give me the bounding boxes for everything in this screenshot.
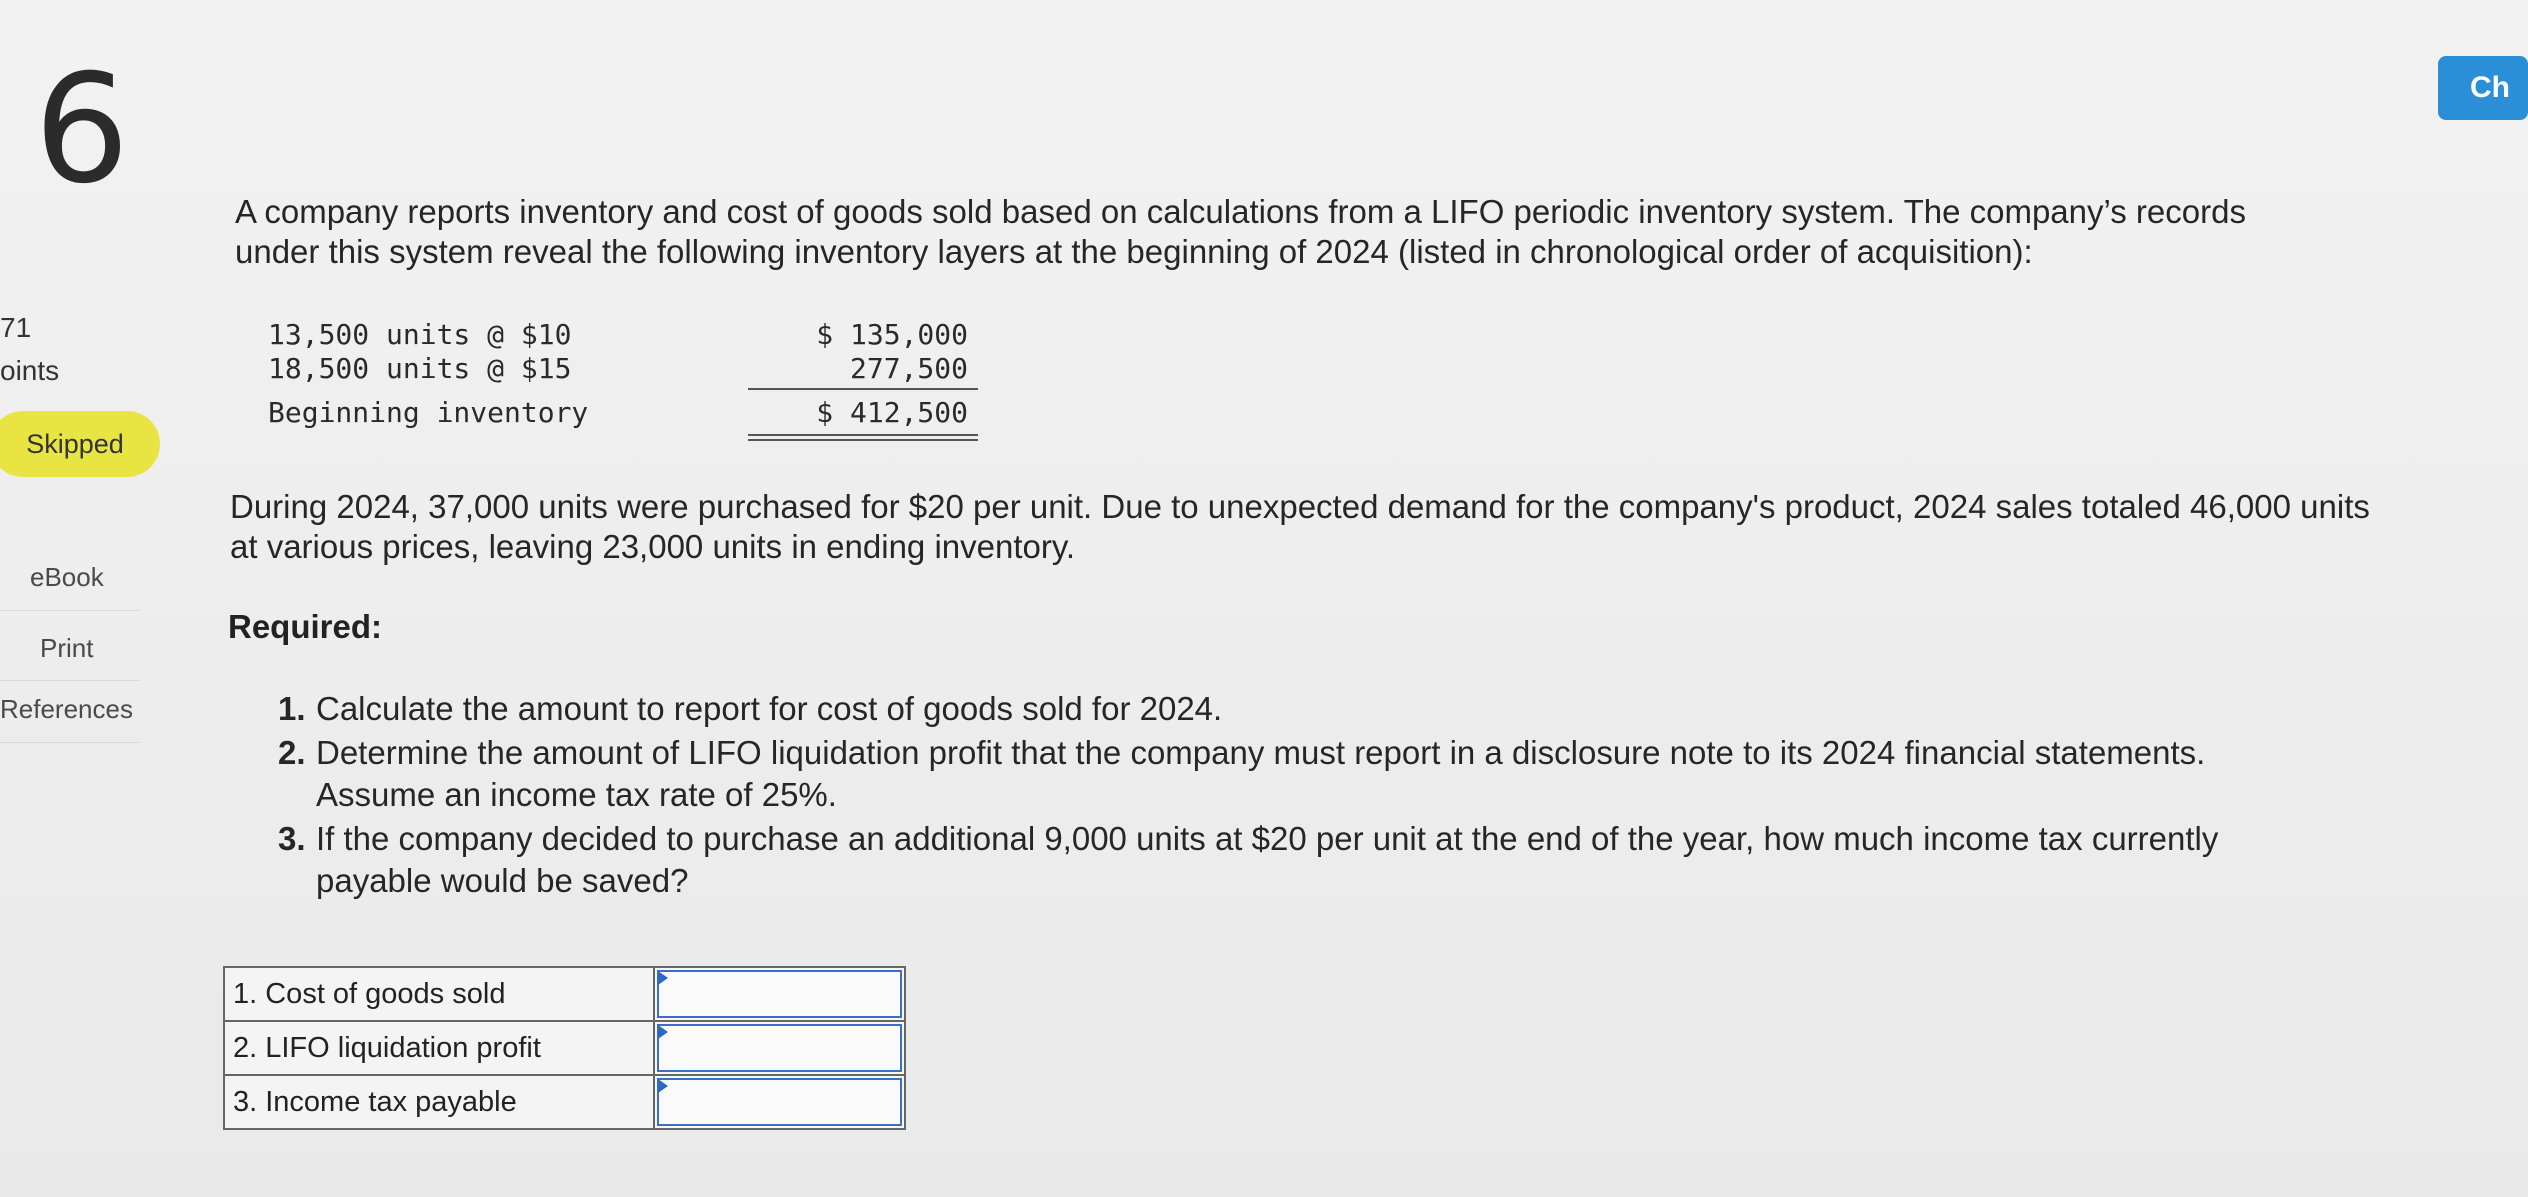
sidebar-divider: [0, 680, 140, 681]
requirement-text: Determine the amount of LIFO liquidation profit that the company must report in a disclosure note to its 2024 financial statements. Assume an income tax rate of 25%.: [316, 734, 2206, 813]
requirement-number: 3.: [278, 820, 306, 857]
question-number: 6: [34, 43, 130, 217]
total-double-rule: [748, 439, 978, 441]
answer-cell: [654, 1021, 905, 1075]
references-link[interactable]: References: [0, 694, 133, 724]
ebook-link[interactable]: eBook: [30, 562, 104, 592]
inventory-description: 18,500 units @ $15: [268, 352, 572, 385]
requirement-item: [278, 688, 2328, 730]
subtotal-rule: [748, 388, 978, 390]
required-heading: Required:: [228, 608, 383, 645]
requirement-item: [278, 818, 2328, 902]
problem-intro: A company reports inventory and cost of goods sold based on calculations from a LIFO periodic inventory system. The company’s records under this system reveal the following inventory layers at the beginning of 2024 (listed in chronological order of acquisition):: [235, 193, 2246, 270]
points-value: 71: [0, 312, 32, 343]
answer-cell: [654, 967, 905, 1021]
requirement-number: 2.: [278, 734, 306, 771]
answer-row: [224, 1021, 905, 1075]
income-tax-payable-input[interactable]: [657, 1078, 902, 1126]
input-marker-icon: [658, 1079, 668, 1093]
input-marker-icon: [658, 971, 668, 985]
requirement-text: If the company decided to purchase an additional 9,000 units at $20 per unit at the end of the year, how much income tax currently payable would be saved?: [316, 820, 2219, 899]
sidebar-divider: [0, 610, 140, 611]
lifo-liquidation-profit-input[interactable]: [657, 1024, 902, 1072]
inventory-total: $ 412,500: [816, 396, 968, 429]
total-double-rule: [748, 434, 978, 436]
inventory-description: Beginning inventory: [268, 396, 589, 429]
answer-table: [223, 966, 906, 1130]
status-badge: Skipped: [0, 411, 160, 477]
answer-row: [224, 967, 905, 1021]
requirement-number: 1.: [278, 690, 306, 727]
check-my-work-button[interactable]: Ch: [2438, 56, 2528, 120]
inventory-description: 13,500 units @ $10: [268, 318, 572, 351]
answer-label: 2. LIFO liquidation profit: [224, 1021, 654, 1075]
input-marker-icon: [658, 1025, 668, 1039]
requirements-list: [278, 688, 2328, 904]
points-label: oints: [0, 355, 60, 386]
requirement-item: [278, 732, 2328, 816]
problem-details: During 2024, 37,000 units were purchased for $20 per unit. Due to unexpected demand for the company's product, 2024 sales totaled 46,000 units at various prices, leaving 23,000 units in ending inventory.: [230, 488, 2370, 565]
inventory-amount: $ 135,000: [816, 318, 968, 351]
answer-cell: [654, 1075, 905, 1129]
answer-label: 1. Cost of goods sold: [224, 967, 654, 1021]
answer-label: 3. Income tax payable: [224, 1075, 654, 1129]
answer-row: [224, 1075, 905, 1129]
inventory-amount: 277,500: [849, 352, 968, 385]
cost-of-goods-sold-input[interactable]: [657, 970, 902, 1018]
print-link[interactable]: Print: [40, 633, 94, 663]
sidebar-divider: [0, 742, 140, 743]
requirement-text: Calculate the amount to report for cost of goods sold for 2024.: [316, 690, 1223, 727]
